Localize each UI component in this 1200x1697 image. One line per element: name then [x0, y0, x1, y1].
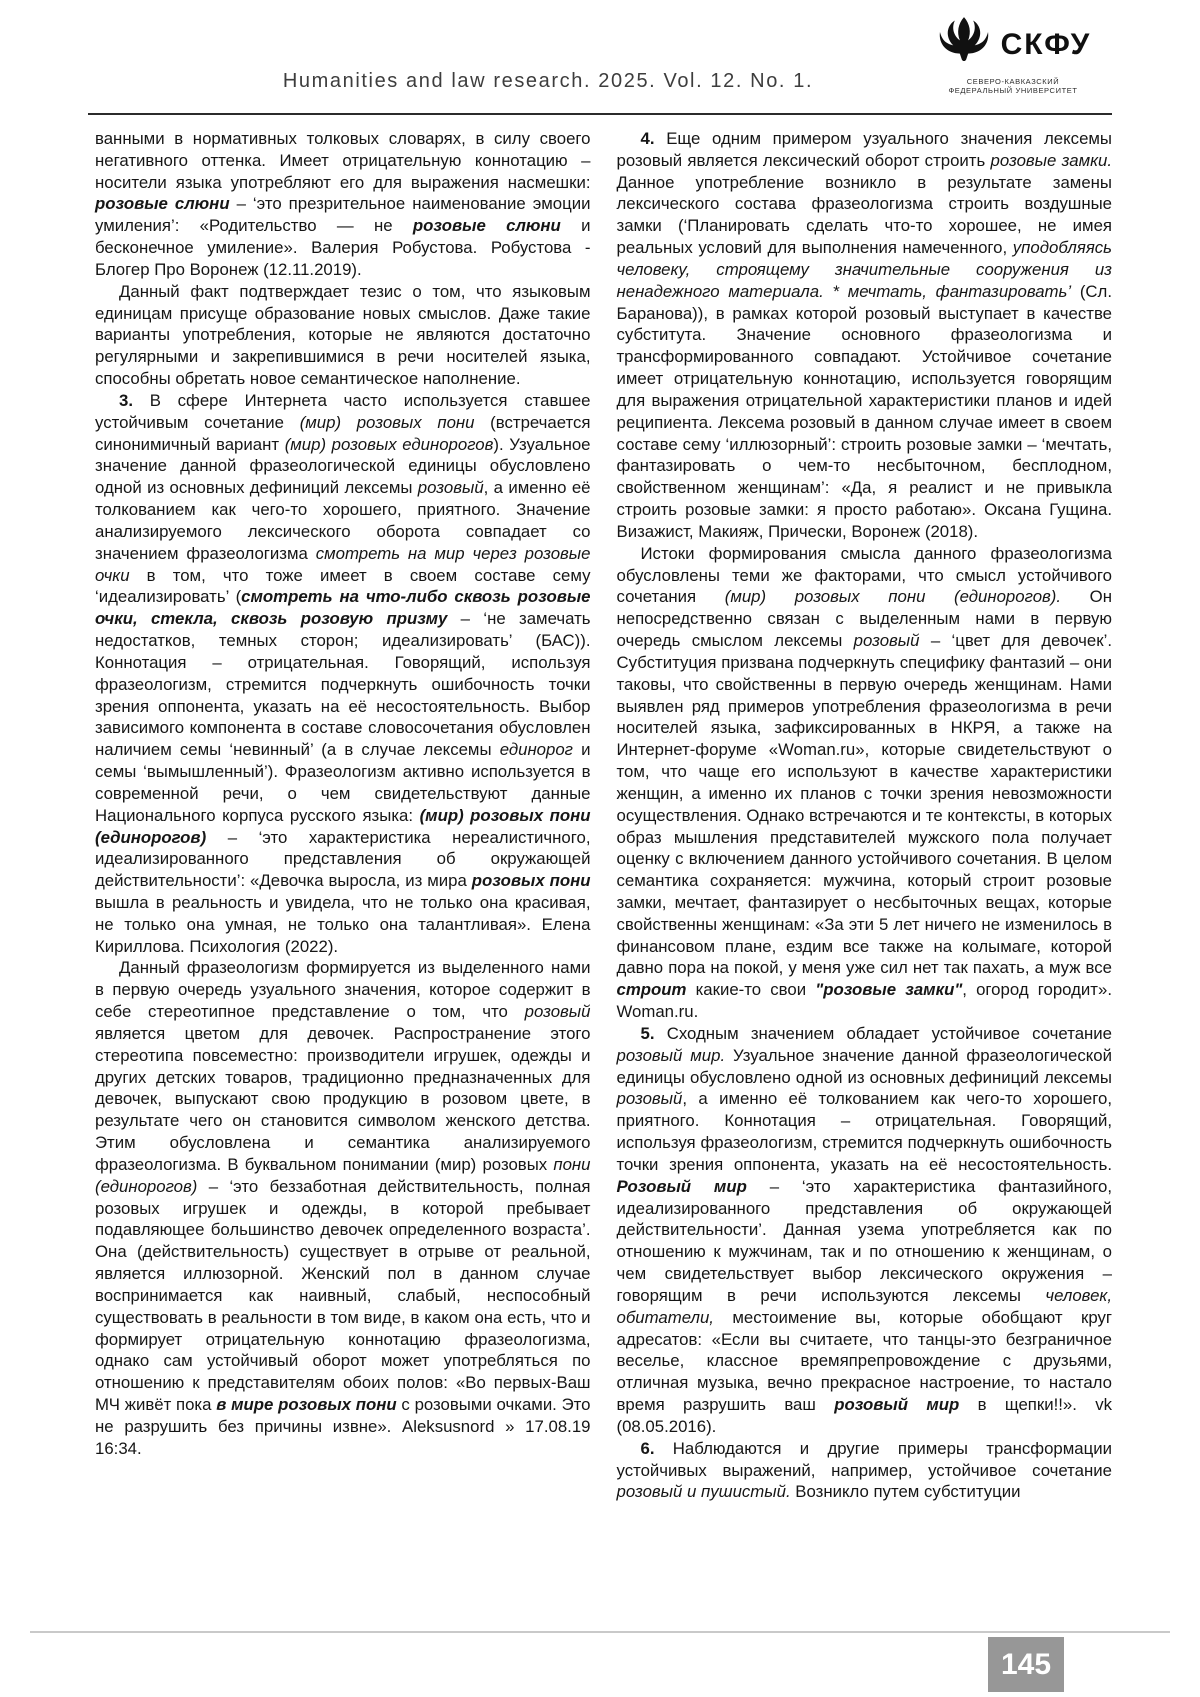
- text-run: человек, обитатели,: [616, 1285, 1112, 1327]
- text-run: – ‘это презрительное наименование эмоции умиления’: «Родительство — не: [95, 194, 591, 236]
- article-body: [95, 128, 1112, 1503]
- text-run: розовых пони: [471, 871, 591, 891]
- footer-divider: [30, 1631, 1170, 1633]
- logo-subtitle: [948, 77, 1077, 96]
- text-run: Розовый мир: [616, 1176, 747, 1196]
- text-run: (Сл. Баранова)), в рамках которой розовый выступает в качестве субститута. Значение основного фразеологизма и трансформированного совпадают. Устойчивое сочетание имеет отрицательную коннотацию, используется говорящим для выражения отрицательной характеристики планов и идей реципиента. Лексема розовый в данном случае имеет в своем составе сему ‘иллюзорный’: строить розовые замки – ‘мечтать, фантазировать о чем-то несбыточном, бесплодном, свойственном женщинам’: «Да, я реалист и не привыкла строить розовые замки: я просто работаю». Оксана Гущина. Визажист, Макияж, Прически, Воронеж (2018).: [616, 281, 1112, 541]
- text-run: розовый и пушистый.: [616, 1482, 791, 1502]
- text-run: "розовые замки": [815, 980, 963, 1000]
- text-run: розовый: [524, 1002, 591, 1022]
- text-run: в том, что тоже имеет в своем составе сему ‘идеализировать’ (: [95, 565, 591, 607]
- text-run: вышла в реальность и увидела, что не только она красивая, не только она умная, не только она талантливая». Елена Кириллова. Психология (2022).: [95, 892, 591, 956]
- text-run: и бесконечное умиление». Валерия Робустова. Робустова - Блогер Про Воронеж (12.11.2019).: [95, 216, 591, 279]
- text-run: розовый мир: [834, 1395, 960, 1415]
- text-run: – ‘цвет для девочек’. Субституция призвана подчеркнуть специфику фантазий – они таковы, что свойственны в первую очередь женщинам. Нами выявлен ряд примеров употребления фразеологизма в речи носителей языка, зафиксированных в НКРЯ, а также на Интернет-форуме «Woman.ru», которые свидетельствуют о том, что чаще его используют в качестве характеристики женщин, а именно их планов с точки зрения невозможности осуществления. Однако встречаются и те контексты, в которых образ мышления представителей мужского пола получает оценку с включением данного устойчивого сочетания. В целом семантика сохраняется: мужчина, который строит розовые замки, мечтает, фантазирует о несбыточных вещах, которые свойственны женщинам: «За эти 5 лет ничего не изменилось в финансовом плане, ездим все также на колымаге, которой давно пора на покой, у меня уже сил нет так пахать, а муж все: [616, 631, 1112, 978]
- header-divider: [88, 113, 1112, 115]
- text-run: Истоки формирования смысла данного фразеологизма обусловлены теми же факторами, что смысл устойчивого сочетания: [616, 543, 1112, 607]
- text-run: является цветом для девочек. Распространение этого стереотипа повсеместно: производители игрушек, одежды и других детских товаров, традиционно предназначенных для девочек, выпускают свою продукцию в розовом цвете, в результате чего он становится символом женского детства. Этим обусловлена и семантика анализируемого фразеологизма. В буквальном понимании (мир) розовых: [95, 1023, 591, 1174]
- text-run: в щепки!!». vk (08.05.2016).: [616, 1395, 1113, 1436]
- paragraph: [617, 128, 1113, 543]
- text-run: 6.: [640, 1438, 655, 1458]
- text-run: В сфере Интернета часто используется ставшее устойчивым сочетание: [95, 390, 591, 432]
- text-run: строит: [616, 980, 687, 1000]
- text-run: 5.: [640, 1023, 655, 1043]
- text-run: уподобляясь человеку, строящему значительные сооружения из ненадежного материала. * мечтать, фантазировать’: [616, 238, 1112, 301]
- text-run: какие-то свои: [686, 980, 816, 1000]
- text-run: розовый мир.: [616, 1045, 726, 1065]
- text-run: , огород городит». Woman.ru.: [616, 980, 1112, 1022]
- paragraph: [95, 128, 591, 281]
- page-number-badge: 145: [988, 1637, 1064, 1692]
- text-run: – ‘это характеристика фантазийного, идеализированного представления об окружающей действительности’. Данная узема употребляется как по отношению к мужчинам, так и по отношению к женщинам, о чем свидетельствует выбор лексического окружения – говорящим в речи используются лексемы: [616, 1176, 1112, 1305]
- logo-acronym: СКФУ: [1000, 27, 1092, 61]
- text-run: Данный факт подтверждает тезис о том, что языковым единицам присуще образование новых смыслов. Даже такие варианты употребления, которые не являются достаточно регулярными и закрепившимися в речи носителей языка, способны обретать новое семантическое наполнение.: [95, 281, 591, 389]
- text-run: (мир) розовых пони (единорогов).: [724, 587, 1062, 607]
- eagle-icon: [935, 14, 993, 75]
- text-run: розовый: [616, 1089, 683, 1109]
- text-run: розовый: [853, 631, 920, 651]
- right-column: [617, 128, 1113, 1503]
- text-run: розовый: [417, 478, 484, 498]
- paragraph: [95, 957, 591, 1459]
- text-run: Он непосредственно связан с выделенным нами в первую очередь смыслом лексемы: [616, 587, 1112, 651]
- text-run: пони (единорогов): [95, 1154, 591, 1196]
- text-run: розовые слюни: [95, 194, 230, 214]
- paragraph: [617, 1023, 1113, 1438]
- text-run: (встречается синонимичный вариант: [95, 412, 591, 454]
- text-run: местоимение вы, которые обобщают круг адресатов: «Если вы считаете, что танцы-это безграничное веселье, классное времяпрепровождение с друзьями, отличная музыка, вечно прекрасное настроение, то настало время разрушить ваш: [616, 1307, 1112, 1415]
- text-run: – ‘это беззаботная действительность, полная розовых игрушек и одежды, в которой пребывает подавляющее большинство девочек определенного возраста’. Она (действительность) существует в отрыве от реальной, является иллюзорной. Женский пол в данном случае воспринимается как наивный, слабый, неспособный существовать в реальности в том виде, в каком она есть, что и формирует отрицательную коннотацию фразеологизма, однако сам устойчивый оборот может употребляться по отношению к представителям обоих полов: «Во первых-Ваш МЧ живёт пока: [95, 1176, 591, 1415]
- text-run: ванными в нормативных толковых словарях, в силу своего негативного оттенка. Имеет отрицательную коннотацию – носители языка употребляют его для выражения насмешки:: [95, 129, 591, 192]
- text-run: смотреть на что-либо сквозь розовые очки, стекла, сквозь розовую призму: [95, 587, 591, 629]
- text-run: Узуальное значение данной фразеологической единицы обусловлено одной из основных дефиниций лексемы: [616, 1045, 1112, 1087]
- paragraph: [617, 1438, 1113, 1503]
- text-run: единорог: [499, 740, 573, 760]
- text-run: смотреть на мир через розовые очки: [95, 543, 591, 585]
- paragraph: [95, 390, 591, 958]
- text-run: розовые замки.: [990, 150, 1112, 170]
- text-run: Еще одним примером узуального значения лексемы розовый является лексический оборот строить: [616, 129, 1112, 170]
- text-run: , а именно её толкованием как чего-то хорошего, приятного. Коннотация – отрицательная. Говорящий, используя фразеологизм, стремится подчеркнуть ошибочность точки зрения оппонента, указать на её несостоятельность.: [616, 1089, 1112, 1174]
- text-run: Возникло путем субституции: [790, 1482, 1021, 1502]
- text-run: Данный фразеологизм формируется из выделенного нами в первую очередь узуального значения, которое содержит в себе стереотипное представление о том, что: [95, 958, 591, 1022]
- university-logo: [918, 14, 1108, 96]
- text-run: – ‘не замечать недостатков, темных сторон; идеализировать’ (БАС)). Коннотация – отрицательная. Говорящий, используя фразеологизм, стремится подчеркнуть ошибочность точки зрения оппонента, указать на её несостоятельность. Выбор зависимого компонента в составе словосочетания обусловлен наличием семы ‘невинный’ (а в случае лексемы: [95, 609, 591, 760]
- paragraph: [95, 281, 591, 390]
- text-run: – ‘это характеристика нереалистичного, идеализированного представления об окружающей действительности’: «Девочка выросла, из мира: [95, 827, 591, 891]
- text-run: розовые слюни: [412, 216, 561, 236]
- text-run: в мире розовых пони: [216, 1395, 397, 1415]
- text-run: 3.: [119, 390, 133, 410]
- journal-header-title: Humanities and law research. 2025. Vol. 12. No. 1.: [282, 70, 814, 92]
- text-run: (мир) розовых единорогов: [284, 434, 494, 454]
- text-run: Данное употребление возникло в результате замены лексического состава фразеологизма строить воздушные замки (‘Планировать сделать что-то хорошее, не имея реальных условий для выполнения намеченного,: [616, 172, 1112, 258]
- text-run: ). Узуальное значение данной фразеологической единицы обусловлено одной из основных дефиниций лексемы: [95, 434, 591, 498]
- logo-row: [935, 14, 1092, 75]
- logo-subtitle-line1: СЕВЕРО-КАВКАЗСКИЙ: [966, 77, 1060, 86]
- text-run: с розовыми очками. Это не разрушить без причины извне». Aleksusnord » 17.08.19 16:34.: [95, 1395, 591, 1458]
- text-run: и семы ‘вымышленный’). Фразеологизм активно используется в современной речи, о чем свидетельствуют данные Национального корпуса русского языка:: [95, 740, 591, 825]
- text-run: (мир) розовых пони: [299, 412, 475, 432]
- text-run: , а именно её толкованием как чего-то хорошего, приятного. Значение анализируемого лексического оборота совпадает со значением фразеологизма: [95, 478, 591, 563]
- text-run: 4.: [640, 129, 655, 148]
- logo-subtitle-line2: ФЕДЕРАЛЬНЫЙ УНИВЕРСИТЕТ: [948, 86, 1078, 96]
- paragraph: [617, 543, 1113, 1023]
- text-run: (мир) розовых пони (единорогов): [95, 805, 591, 847]
- text-run: Сходным значением обладает устойчивое сочетание: [654, 1023, 1112, 1043]
- text-run: Наблюдаются и другие примеры трансформации устойчивых выражений, например, устойчивое сочетание: [616, 1438, 1112, 1480]
- left-column: [95, 128, 591, 1503]
